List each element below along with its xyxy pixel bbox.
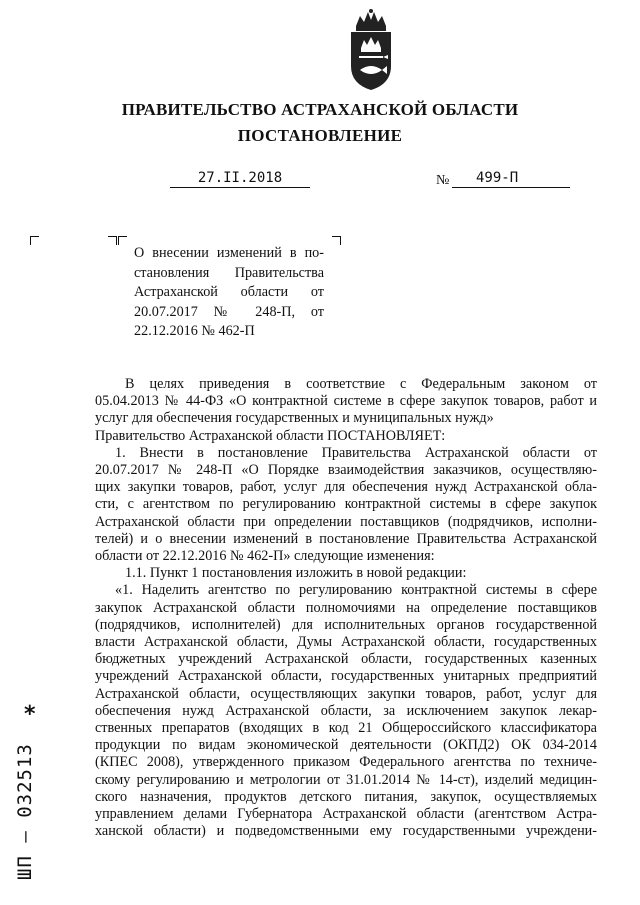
body-line: 20.07.2017 № 248-П «О Порядке взаимодействия заказчиков, осуществляю- xyxy=(95,462,597,479)
body-line: сти, с агентством по регулированию контрактной системы в сфере закупок xyxy=(95,496,597,513)
corner-mark-subject-right xyxy=(332,236,341,245)
subject-line: становления Правительства xyxy=(134,264,324,281)
margin-serial-stamp: ШП – 032513 xyxy=(14,743,36,880)
body-line: телей) и о внесении изменений в постановление Правительства Астраханской xyxy=(95,530,597,547)
subject-block xyxy=(134,244,324,342)
body-line: области от 22.12.2016 № 462-П» следующие изменения: xyxy=(95,548,435,565)
body-line: Астраханской области при определении поставщиков (подрядчиков, исполни- xyxy=(95,513,597,530)
document-type: ПОСТАНОВЛЕНИЕ xyxy=(237,126,403,145)
body-line: закупок Астраханской области полномочиями на определение поставщиков xyxy=(95,599,597,616)
body-line: обеспечения нужд Астраханской области, за исключением закупок лекар- xyxy=(95,702,597,719)
number-label: № xyxy=(436,173,450,188)
body-line: продукции по видам экономической деятельности (ОКПД2) ОК 034-2014 xyxy=(95,737,597,754)
body-line: Правительство Астраханской области ПОСТАНОВЛЯЕТ: xyxy=(95,427,446,444)
body-line: ского назначения, продуктов детского питания, закупок, осуществляемых xyxy=(95,788,597,805)
body-line: «1. Наделить агентство по регулированию контрактной системы в сфере xyxy=(115,582,597,599)
corner-mark-subject-left-a xyxy=(108,236,117,245)
document-number: 499-П xyxy=(452,170,570,188)
subject-line: 22.12.2016 № 462-П xyxy=(134,323,255,339)
body-line: (подрядчиков, исполнителей) для исполнительных органов государственной xyxy=(95,616,597,633)
document-date: 27.II.2018 xyxy=(170,170,310,188)
body-line: Астраханской области, осуществляющих закупки товаров, работ, услуг для xyxy=(95,685,597,702)
corner-mark-subject-left-b xyxy=(118,236,127,245)
body-line: учреждений Астраханской области, государственных унитарных предприятий xyxy=(95,668,597,685)
body-line: В целях приведения в соответствие с Федеральным законом от xyxy=(125,376,597,392)
document-body xyxy=(95,376,597,840)
subject-line: Астраханской области от xyxy=(134,284,324,300)
corner-mark-left xyxy=(30,236,39,245)
body-line: 1. Внести в постановление Правительства Астраханской области от xyxy=(115,444,597,461)
body-line: скому регулированию и метрологии от 31.01.2014 № 14-ст), изделий медицин- xyxy=(95,771,597,788)
body-line: ханской области) и подведомственными ему государственными учреждени- xyxy=(95,823,597,840)
body-line: 1.1. Пункт 1 постановления изложить в новой редакции: xyxy=(125,565,467,582)
body-line: услуг для обеспечения государственных и муниципальных нужд» xyxy=(95,410,494,427)
subject-line: 20.07.2017 № 248-П, от xyxy=(134,303,324,320)
body-line: ственных препаратов (входящих в код 21 Общероссийского классификатора xyxy=(95,720,597,737)
margin-star: * xyxy=(24,702,36,727)
body-line: 05.04.2013 № 44-ФЗ «О контрактной системе в сфере закупок товаров, работ и xyxy=(95,393,597,410)
organization-title: ПРАВИТЕЛЬСТВО АСТРАХАНСКОЙ ОБЛАСТИ xyxy=(121,100,519,119)
body-line: (КПЕС 2008), утвержденного приказом Федерального агентства по техниче- xyxy=(95,754,597,771)
body-line: управлением делами Губернатора Астраханской области (агентством Астра- xyxy=(95,806,597,823)
body-line: бюджетных учреждений Астраханской области, государственных казенных xyxy=(95,651,597,668)
body-line: щих закупки товаров, работ, услуг для обеспечения нужд Астраханской обла- xyxy=(95,479,597,496)
body-line: власти Астраханской области, Думы Астраханской области, государственных xyxy=(95,634,597,651)
subject-line: О внесении изменений в по- xyxy=(134,245,324,261)
astrakhan-coat-of-arms-icon xyxy=(346,8,396,92)
